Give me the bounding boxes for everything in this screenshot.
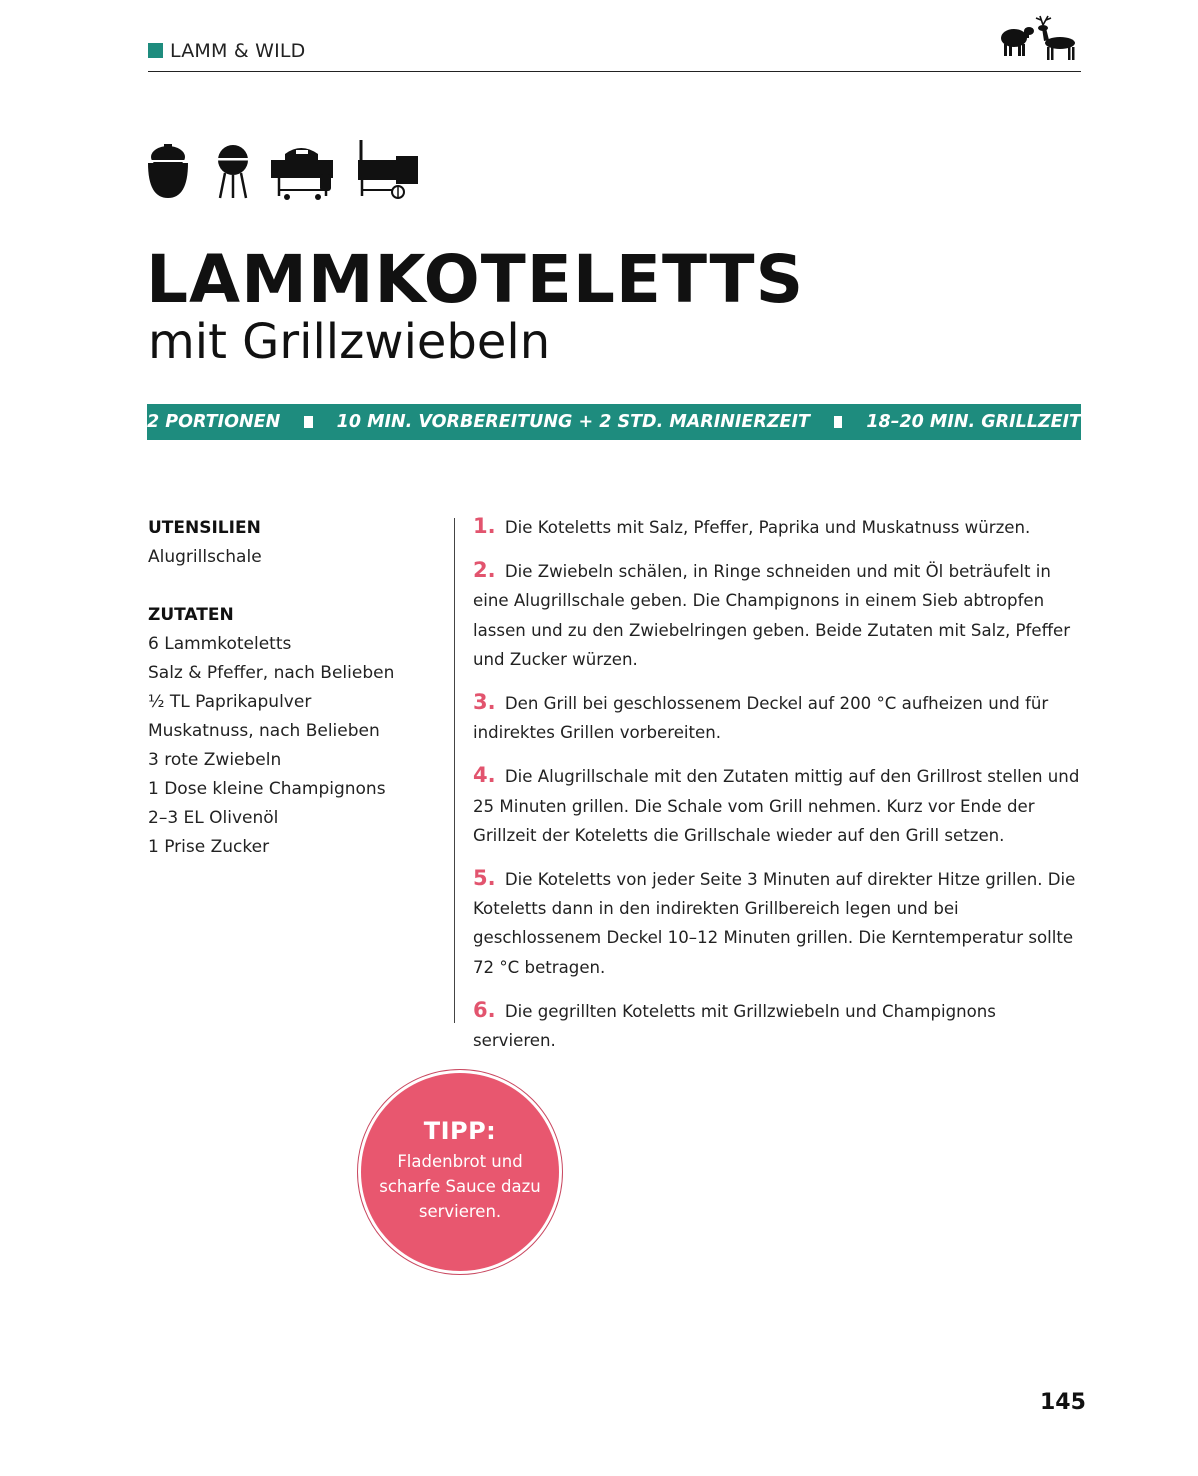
step-number: 2. — [473, 558, 496, 583]
gas-grill-icon — [271, 148, 333, 200]
section-marker — [148, 43, 163, 58]
step-number: 3. — [473, 690, 496, 715]
step-item — [473, 688, 1081, 747]
step-number: 6. — [473, 997, 496, 1022]
ingredient-item: Salz & Pfeffer, nach Belieben — [148, 663, 395, 683]
animal-icons — [998, 14, 1082, 62]
tip-text: Fladenbrot und scharfe Sauce dazu servieren. — [379, 1152, 541, 1221]
preparation-steps — [473, 512, 1081, 1069]
ingredient-item: 6 Lammkoteletts — [148, 634, 292, 654]
utensils-heading: UTENSILIEN — [148, 518, 261, 538]
recipe-title: LAMMKOTELETTS — [146, 241, 805, 318]
ingredient-item: 3 rote Zwiebeln — [148, 750, 282, 770]
step-number: 1. — [473, 514, 496, 538]
tip-bubble — [361, 1073, 559, 1271]
step-text: Den Grill bei geschlossenem Deckel auf 200 °C aufheizen und für indirektes Grillen vorbereiten. — [473, 694, 1049, 743]
step-text: Die gegrillten Koteletts mit Grillzwiebeln und Champignons servieren. — [473, 1001, 996, 1051]
page-number: 145 — [1040, 1390, 1086, 1415]
tip-title: TIPP: — [423, 1117, 497, 1145]
step-item — [473, 761, 1081, 850]
section-label: LAMM & WILD — [170, 40, 306, 62]
ingredient-item: ½ TL Paprikapulver — [148, 692, 312, 712]
kamado-grill-icon — [148, 144, 188, 198]
step-text: Die Zwiebeln schälen, in Ringe schneiden und mit Öl beträufelt in eine Alugrillschale geben. Die Champignons in einem Sieb abtropfen lassen und zu den Zwiebelringen geben. Beide Zutaten mit Salz, Pfeffer und Zucker würzen. — [473, 562, 1071, 669]
step-item — [473, 512, 1081, 542]
prep-time-label: 10 MIN. VORBEREITUNG + 2 STD. MARINIERZEIT — [336, 412, 810, 432]
step-text: Die Koteletts mit Salz, Pfeffer, Paprika und Muskatnuss würzen. — [504, 518, 1031, 537]
info-bar — [147, 404, 1081, 440]
header-rule — [148, 71, 1081, 72]
kettle-grill-icon — [217, 145, 249, 198]
separator-square-icon — [834, 416, 842, 428]
utensil-item: Alugrillschale — [148, 547, 262, 567]
step-number: 5. — [473, 866, 496, 891]
step-item — [473, 864, 1081, 982]
grill-icons — [146, 138, 418, 202]
column-divider — [454, 518, 455, 1023]
deer-icon — [1036, 16, 1075, 60]
smoker-grill-icon — [358, 140, 418, 198]
portions-label: 2 PORTIONEN — [147, 412, 281, 432]
ingredient-item: Muskatnuss, nach Belieben — [148, 721, 380, 741]
separator-square-icon — [304, 416, 312, 428]
ingredient-item: 1 Dose kleine Champignons — [148, 779, 386, 799]
ingredient-item: 2–3 EL Olivenöl — [148, 808, 279, 828]
sheep-icon — [1001, 27, 1034, 56]
step-item — [473, 996, 1081, 1055]
step-text: Die Alugrillschale mit den Zutaten mittig auf den Grillrost stellen und 25 Minuten grillen. Die Schale vom Grill nehmen. Kurz vor Ende der Grillzeit der Koteletts die Grillschale wieder auf den Grill setzen. — [473, 767, 1080, 845]
ingredients-heading: ZUTATEN — [148, 605, 234, 625]
ingredients-column — [148, 514, 438, 862]
step-text: Die Koteletts von jeder Seite 3 Minuten auf direkter Hitze grillen. Die Koteletts dann in den indirekten Grillbereich legen und bei geschlossenem Deckel 10–12 Minuten grillen. Die Kerntemperatur sollte 72 °C betragen. — [473, 870, 1076, 977]
step-number: 4. — [473, 763, 496, 788]
step-item — [473, 556, 1081, 674]
grill-time-label: 18–20 MIN. GRILLZEIT — [866, 412, 1081, 432]
ingredient-item: 1 Prise Zucker — [148, 837, 270, 857]
recipe-subtitle: mit Grillzwiebeln — [148, 314, 551, 370]
